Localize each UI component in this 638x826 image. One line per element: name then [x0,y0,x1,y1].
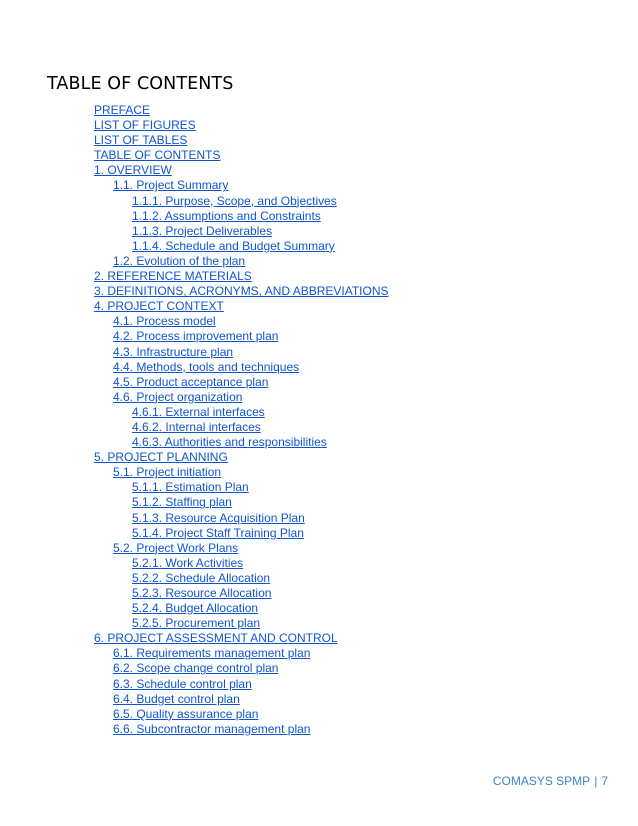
toc-entry [0,677,389,692]
footer-separator: | [594,774,598,788]
toc-heading: TABLE OF CONTENTS [47,74,234,94]
toc-entry [0,375,389,390]
toc-entry [0,480,389,495]
toc-entry-link[interactable]: 5.1.3. Resource Acquisition Plan [132,510,305,525]
toc-entry-link[interactable]: 1.1.1. Purpose, Scope, and Objectives [132,193,337,208]
toc-entry [0,178,389,193]
toc-entry-link[interactable]: 6.2. Scope change control plan [113,661,279,676]
toc-entry-link[interactable]: PREFACE [94,103,151,117]
toc-entry [0,646,389,661]
toc-entry [0,254,389,269]
toc-entry-link[interactable]: 5.2. Project Work Plans [113,540,239,555]
toc-entry [0,224,389,239]
toc-entry-link[interactable]: 6.1. Requirements management plan [113,646,311,661]
toc-entry [0,133,389,148]
toc-entry [0,465,389,480]
toc-entry [0,601,389,616]
toc-entry [0,435,389,450]
toc-entry [0,163,389,178]
toc-entry [0,661,389,676]
toc-entry-link[interactable]: 4.6. Project organization [113,389,243,404]
toc-entry-link[interactable]: 1.1.3. Project Deliverables [132,223,273,238]
toc-entry-link[interactable]: 1.1.4. Schedule and Budget Summary [132,238,335,253]
footer-doc-name: COMASYS SPMP [492,774,591,788]
toc-entry-link[interactable]: 4.2. Process improvement plan [113,329,279,344]
toc-entry-link[interactable]: 4.6.3. Authorities and responsibilities [132,435,327,450]
toc-entry [0,329,389,344]
toc-entry [0,631,389,646]
page-footer [493,774,608,788]
toc-entry [0,118,389,133]
toc-entry [0,148,389,163]
toc-entry [0,571,389,586]
toc-list [0,103,389,737]
toc-entry [0,103,389,118]
toc-entry [0,360,389,375]
toc-entry [0,390,389,405]
toc-entry-link[interactable]: 5.2.4. Budget Allocation [132,601,259,616]
toc-entry-link[interactable]: 4.5. Product acceptance plan [113,374,269,389]
toc-entry [0,586,389,601]
toc-entry-link[interactable]: 3. DEFINITIONS, ACRONYMS, AND ABBREVIATIONS [94,284,389,299]
toc-entry-link[interactable]: 5.2.2. Schedule Allocation [132,570,271,585]
toc-entry-link[interactable]: 6.6. Subcontractor management plan [113,721,311,736]
toc-entry-link[interactable]: 6. PROJECT ASSESSMENT AND CONTROL [94,631,338,646]
toc-entry [0,541,389,556]
toc-entry-link[interactable]: TABLE OF CONTENTS [94,148,221,163]
toc-entry-link[interactable]: 4.3. Infrastructure plan [113,344,234,359]
toc-entry-link[interactable]: 5.2.1. Work Activities [132,555,244,570]
toc-entry-link[interactable]: 5.2.5. Procurement plan [132,616,261,631]
toc-entry [0,314,389,329]
toc-entry [0,299,389,314]
toc-entry [0,616,389,631]
toc-entry-link[interactable]: 6.4. Budget control plan [113,691,240,706]
toc-entry [0,420,389,435]
toc-entry-link[interactable]: LIST OF FIGURES [94,118,196,133]
toc-entry-link[interactable]: 1.2. Evolution of the plan [113,253,246,268]
toc-entry [0,526,389,541]
toc-entry-link[interactable]: 5.1. Project initiation [113,465,222,480]
footer-page-number: 7 [601,774,608,788]
toc-entry-link[interactable]: 5.1.4. Project Staff Training Plan [132,525,304,540]
toc-entry-link[interactable]: 1. OVERVIEW [94,163,172,178]
toc-entry [0,194,389,209]
toc-entry [0,269,389,284]
toc-entry-link[interactable]: 5. PROJECT PLANNING [94,450,228,465]
toc-entry [0,405,389,420]
toc-entry-link[interactable]: 4.4. Methods, tools and techniques [113,359,300,374]
toc-entry-link[interactable]: 6.3. Schedule control plan [113,676,252,691]
toc-entry-link[interactable]: 4.1. Process model [113,314,216,329]
toc-entry-link[interactable]: 5.1.2. Staffing plan [132,495,232,510]
toc-entry-link[interactable]: 1.1. Project Summary [113,178,229,193]
toc-entry [0,556,389,571]
toc-entry [0,239,389,254]
toc-entry [0,707,389,722]
toc-entry-link[interactable]: 5.1.1. Estimation Plan [132,480,249,495]
toc-entry [0,345,389,360]
toc-entry-link[interactable]: 5.2.3. Resource Allocation [132,586,272,600]
toc-entry [0,722,389,737]
toc-entry [0,450,389,465]
toc-entry [0,284,389,299]
toc-entry-link[interactable]: 1.1.2. Assumptions and Constraints [132,208,321,223]
toc-entry [0,495,389,510]
toc-entry [0,692,389,707]
toc-entry-link[interactable]: 4.6.2. Internal interfaces [132,419,261,434]
toc-entry [0,511,389,526]
toc-entry-link[interactable]: LIST OF TABLES [94,133,188,148]
toc-entry-link[interactable]: 4. PROJECT CONTEXT [94,299,224,314]
toc-entry-link[interactable]: 4.6.1. External interfaces [132,404,265,419]
toc-entry-link[interactable]: 6.5. Quality assurance plan [113,706,259,721]
toc-entry-link[interactable]: 2. REFERENCE MATERIALS [94,269,252,284]
toc-entry [0,209,389,224]
